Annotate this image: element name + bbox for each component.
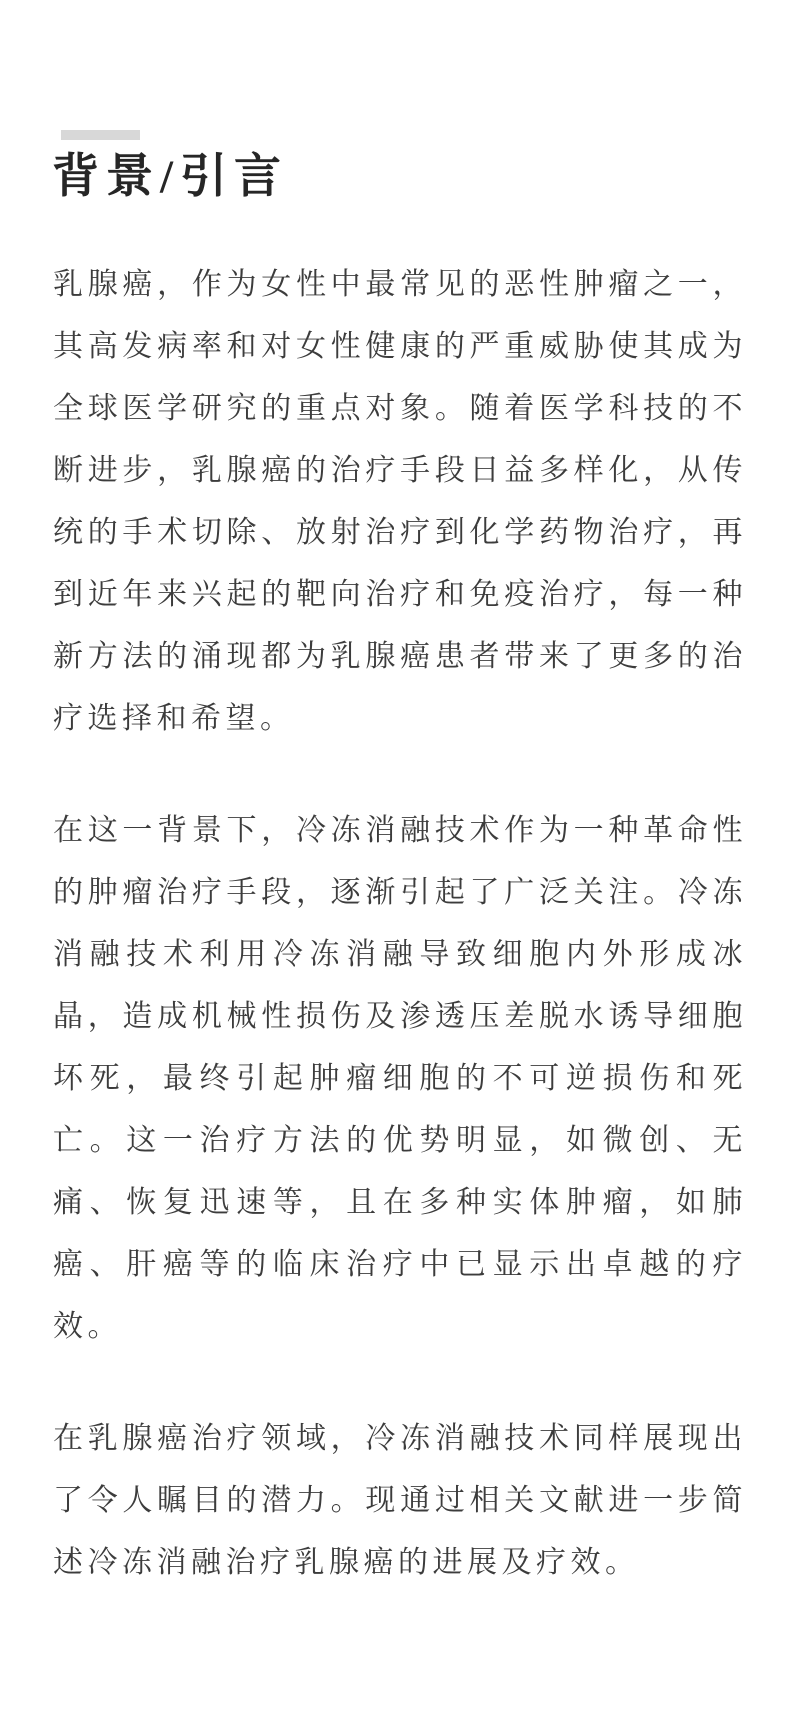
- paragraph-breast-cancer-application: 在乳腺癌治疗领域，冷冻消融技术同样展现出了令人瞩目的潜力。现通过相关文献进一步简述冷冻消融治疗乳腺癌的进展及疗效。: [53, 1422, 747, 1579]
- paragraph-intro: 乳腺癌，作为女性中最常见的恶性肿瘤之一，其高发病率和对女性健康的严重威胁使其成为全球医学研究的重点对象。随着医学科技的不断进步，乳腺癌的治疗手段日益多样化，从传统的手术切除、放射治疗到化学药物治疗，再到近年来兴起的靶向治疗和免疫治疗，每一种新方法的涌现都为乳腺癌患者带来了更多的治疗选择和希望。: [53, 268, 747, 735]
- section-accent-bar: [61, 130, 140, 140]
- page-title: 背景/引言: [52, 151, 289, 203]
- article-body: [53, 254, 747, 1594]
- paragraph-cryoablation-overview: 在这一背景下，冷冻消融技术作为一种革命性的肿瘤治疗手段，逐渐引起了广泛关注。冷冻消融技术利用冷冻消融导致细胞内外形成冰晶，造成机械性损伤及渗透压差脱水诱导细胞坏死，最终引起肿瘤细胞的不可逆损伤和死亡。这一治疗方法的优势明显，如微创、无痛、恢复迅速等，且在多种实体肿瘤，如肺癌、肝癌等的临床治疗中已显示出卓越的疗效。: [53, 814, 747, 1343]
